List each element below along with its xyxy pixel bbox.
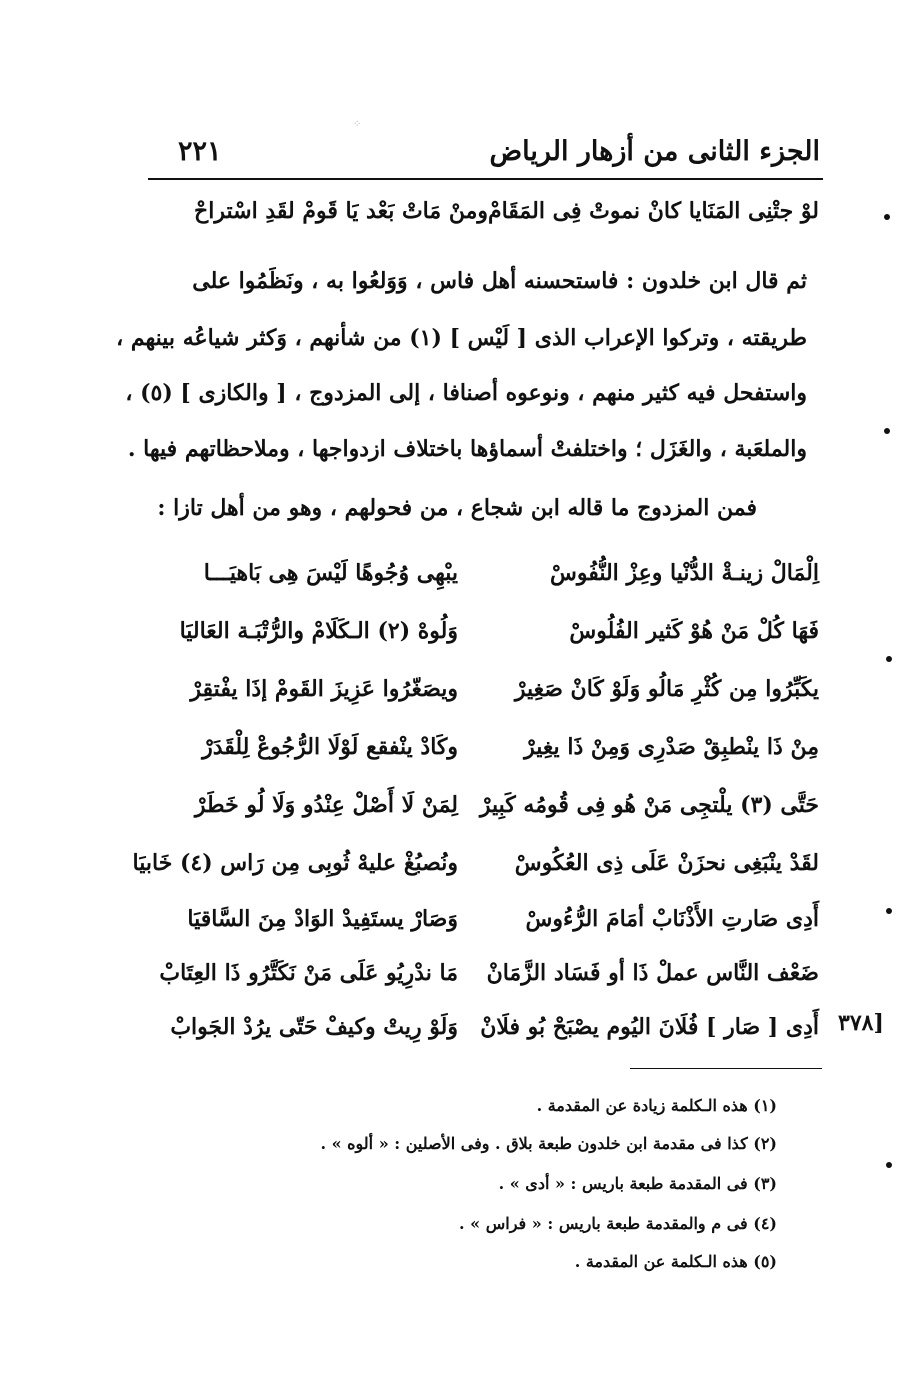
footnote: (٣) فى المقدمة طبعة باريس : « أدى » .: [498, 1174, 777, 1193]
verse-right: لقَدْ ينْبَغِى نحزَنْ عَلَى ذِى العُكُوسْ: [514, 850, 819, 876]
paragraph-line: واستفحل فيه كثير منهم ، ونوعوه أصنافا ، إلى المزدوج ، [ والكازى ] (٥) ،: [125, 380, 807, 406]
scan-speck: [886, 1162, 892, 1168]
footnote: (٤) فى م والمقدمة طبعة باريس : « فراس » .: [459, 1214, 777, 1233]
opening-verse-left: ومنْ مَاتْ بَعْد يَا قَومْ لقَدِ اسْتراحْ: [194, 198, 488, 224]
scan-mark: ⁘: [353, 119, 362, 130]
scan-speck: [886, 908, 892, 914]
opening-verse-right: لوْ جتْنِى المَنَايا كانْ نموتْ فِى المَقَامْ: [487, 198, 819, 224]
header-title: الجزء الثانى من أزهار الرياض: [489, 136, 820, 167]
running-header: [150, 130, 820, 178]
verse-right: اِلْمَالْ زينـةْ الدُّنْيا وعِزْ النُّفُوسْ: [549, 560, 819, 586]
verse-right: أَدِى صَارتِ الأَذْنَابْ أمَامَ الرُّءُوسْ: [525, 906, 819, 932]
verse-right: حَتَّى (٣) يلْتجِى مَنْ هُو فِى قُومُه كَبِيرْ: [479, 792, 819, 818]
verse-right: أَدِى [ صَار ] فُلَانَ اليُوم يصْبَحْ بُو فلَانْ: [480, 1014, 819, 1040]
page-number: ٢٢١: [178, 136, 222, 167]
footnote: (٥) هذه الـكلمة عن المقدمة .: [574, 1252, 777, 1271]
verse-left: وَصَارْ يستَفِيدْ الوَادْ مِنَ السَّاقيَا: [187, 906, 458, 932]
verse-left: ونُصبُغْ عليهْ ثُوبِى مِن رَاس (٤) خَابيَا: [132, 850, 458, 876]
verse-left: وَلَوْ رِيتْ وكيفْ حَتّى يرُدْ الجَوابْ: [170, 1014, 458, 1040]
paragraph-line: طريقته ، وتركوا الإعراب الذى [ لَيْس ] (١) من شأنهم ، وَكثر شياعُه بينهم ،: [116, 325, 807, 351]
footnote: (١) هذه الـكلمة زيادة عن المقدمة .: [536, 1096, 777, 1115]
verse-left: ويصَغّرُوا عَزِيزَ القَومْ إذَا يفْتقِرْ: [190, 676, 458, 702]
scan-speck: [884, 428, 890, 434]
verse-left: يبْهِى وُجُوهًا لَيْسَ هِى بَاهيَـــا: [203, 560, 458, 586]
verse-right: فَهَا كُلْ مَنْ هُوْ كَثير الفُلُوسْ: [569, 618, 819, 644]
verse-left: مَا ندْرِيُو عَلَى مَنْ نَكَتَّرُو ذَا العِتَابْ: [159, 960, 458, 986]
poem-intro: فمن المزدوج ما قاله ابن شجاع ، من فحولهم ، وهو من أهل تازا :: [157, 495, 757, 521]
scan-speck: [886, 656, 892, 662]
verse-left: وَلُوهْ (٢) الـكَلَامْ والرُّتْبَـة العَاليَا: [179, 618, 458, 644]
footnote: (٢) كذا فى مقدمة ابن خلدون طبعة بلاق . وفى الأصلين : « ألوه » .: [320, 1134, 777, 1153]
verse-right: ضَعْف النَّاس عملْ ذَا أو فَسَاد الزَّمَانْ: [486, 960, 819, 986]
scan-speck: [884, 214, 890, 220]
margin-page-reference: [٣٧٨: [838, 1010, 884, 1036]
verse-right: يكَبِّرُوا مِن كُثْرِ مَالُو وَلَوْ كَانْ صَغِيرْ: [514, 676, 819, 702]
verse-left: وكَادْ ينْفقع لَوْلَا الرُّجُوعْ لِلْقَدَرْ: [202, 734, 458, 760]
footnote-rule: [630, 1068, 822, 1069]
header-rule: [148, 178, 823, 180]
verse-left: لِمَنْ لَا أَصْلْ عِنْدُو وَلَا لُو خَطَرْ: [194, 792, 458, 818]
paragraph-line: والملعَبة ، والغَزَل ؛ واختلفتْ أسماؤها باختلاف ازدواجها ، وملاحظاتهم فيها .: [127, 436, 807, 462]
paragraph-line: ثم قال ابن خلدون : فاستحسنه أهل فاس ، وَوَلعُوا به ، ونَظَمُوا على: [192, 268, 807, 294]
verse-right: مِنْ ذَا ينْطبِقْ صَدْرِى وَمِنْ ذَا يغِيرْ: [524, 734, 819, 760]
